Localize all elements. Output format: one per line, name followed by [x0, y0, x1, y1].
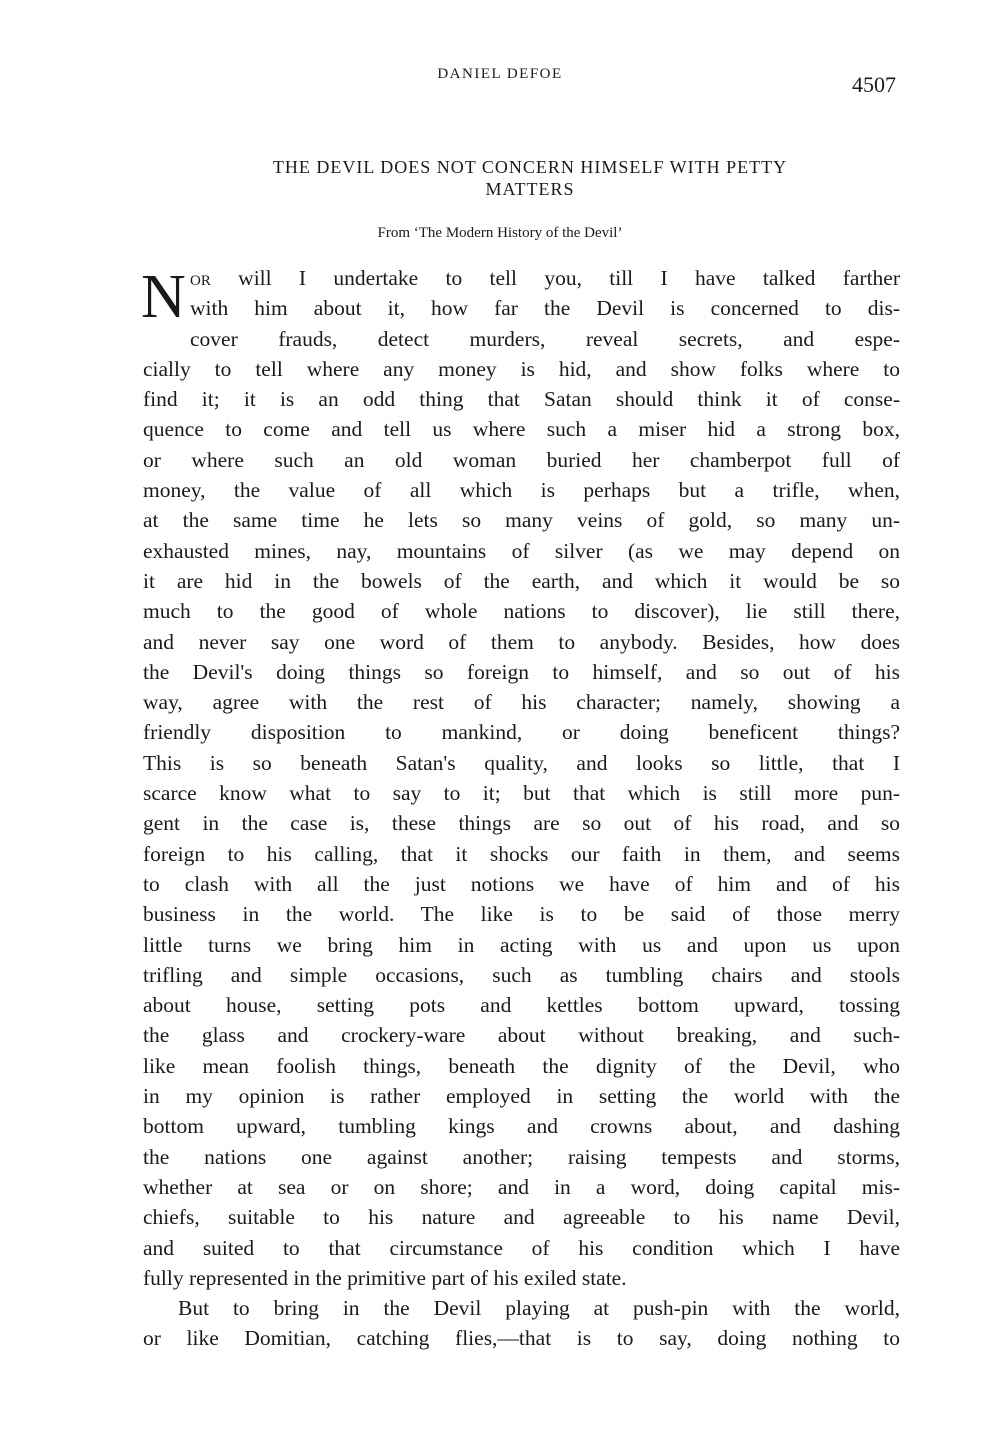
text-line-rest: will I undertake to tell you, till I have talked farther: [210, 266, 900, 290]
text-line: or like Domitian, catching flies,—that is to say, doing nothing to: [143, 1326, 900, 1351]
chapter-title-line: THE DEVIL DOES NOT CONCERN HIMSELF WITH PETTY: [272, 157, 788, 177]
text-line: way, agree with the rest of his character; namely, showing a: [143, 690, 900, 715]
chapter-title: [140, 156, 920, 200]
text-line: and never say one word of them to anybody. Besides, how does: [143, 629, 900, 654]
running-header: DANIEL DEFOE: [437, 66, 563, 82]
text-line: in my opinion is rather employed in setting the world with the: [143, 1084, 900, 1109]
page-number: 4507: [852, 72, 896, 97]
small-caps-opening: OR: [190, 273, 211, 289]
text-line: fully represented in the primitive part of his exiled state.: [143, 1265, 627, 1290]
text-line: chiefs, suitable to his nature and agreeable to his name Devil,: [143, 1205, 900, 1230]
text-line: quence to come and tell us where such a miser hid a strong box,: [143, 417, 900, 442]
source-attribution: From ‘The Modern History of the Devil’: [377, 225, 623, 241]
text-line: foreign to his calling, that it shocks our faith in them, and seems: [143, 841, 900, 866]
text-line: cover frauds, detect murders, reveal secrets, and espe-: [190, 326, 900, 351]
text-line: and suited to that circumstance of his condition which I have: [143, 1235, 900, 1260]
text-line: about house, setting pots and kettles bottom upward, tossing: [143, 993, 900, 1018]
text-line: find it; it is an odd thing that Satan should think it of conse-: [143, 387, 900, 412]
text-line: much to the good of whole nations to discover), lie still there,: [143, 599, 900, 624]
text-line: cially to tell where any money is hid, and show folks where to: [143, 356, 900, 381]
text-line: But to bring in the Devil playing at push-pin with the world,: [178, 1296, 900, 1321]
text-line: business in the world. The like is to be said of those merry: [143, 902, 900, 927]
text-line: it are hid in the bowels of the earth, and which it would be so: [143, 568, 900, 593]
text-line: the glass and crockery-ware about without breaking, and such-: [143, 1023, 900, 1048]
text-line: exhausted mines, nay, mountains of silver (as we may depend on: [143, 538, 900, 563]
text-line: to clash with all the just notions we have of him and of his: [143, 871, 900, 896]
text-line: the nations one against another; raising tempests and storms,: [143, 1144, 900, 1169]
text-line: [143, 263, 900, 293]
text-line: trifling and simple occasions, such as tumbling chairs and stools: [143, 962, 900, 987]
text-line: with him about it, how far the Devil is concerned to dis-: [190, 296, 900, 321]
body-text: [143, 263, 900, 1354]
text-line: at the same time he lets so many veins of gold, so many un-: [143, 508, 900, 533]
text-line: or where such an old woman buried her chamberpot full of: [143, 447, 900, 472]
text-line: friendly disposition to mankind, or doing beneficent things?: [143, 720, 900, 745]
text-line: bottom upward, tumbling kings and crowns about, and dashing: [143, 1114, 900, 1139]
text-line: money, the value of all which is perhaps but a trifle, when,: [143, 478, 900, 503]
text-line: little turns we bring him in acting with us and upon us upon: [143, 932, 900, 957]
text-line: whether at sea or on shore; and in a word, doing capital mis-: [143, 1174, 900, 1199]
text-line: gent in the case is, these things are so out of his road, and so: [143, 811, 900, 836]
text-line: the Devil's doing things so foreign to himself, and so out of his: [143, 659, 900, 684]
text-line: like mean foolish things, beneath the dignity of the Devil, who: [143, 1053, 900, 1078]
chapter-title-line: MATTERS: [485, 179, 575, 199]
text-line: scarce know what to say to it; but that which is still more pun-: [143, 781, 900, 806]
text-line: This is so beneath Satan's quality, and looks so little, that I: [143, 750, 900, 775]
drop-cap: N: [141, 263, 186, 331]
